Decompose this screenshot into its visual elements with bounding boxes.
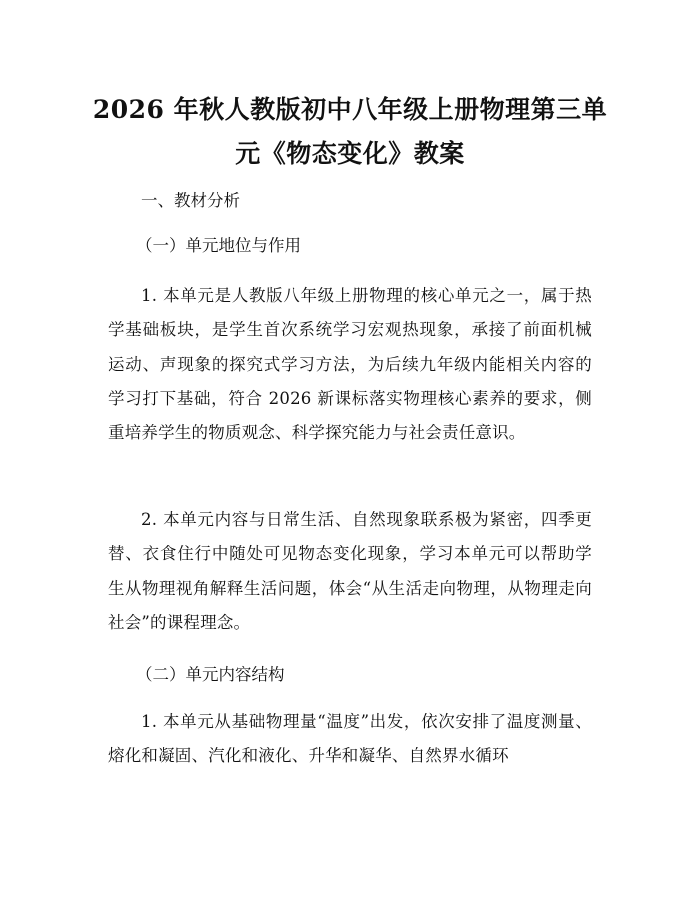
- document-title-line-2: 元《物态变化》教案: [235, 139, 465, 168]
- document-title-line-1: 2026 年秋人教版初中八年级上册物理第三单: [92, 95, 608, 124]
- subsection-heading-unit-position: （一）单元地位与作用: [136, 236, 301, 255]
- section-heading-textbook-analysis: 一、教材分析: [141, 191, 240, 210]
- paragraph-unit-structure-1: 1. 本单元从基础物理量“温度”出发，依次安排了温度测量、熔化和凝固、汽化和液化、升华和凝华、自然界水循环: [108, 712, 592, 766]
- subsection-heading-unit-structure: （二）单元内容结构: [136, 665, 285, 684]
- paragraph-unit-position-1: 1. 本单元是人教版八年级上册物理的核心单元之一，属于热学基础板块，是学生首次系统学习宏观热现象，承接了前面机械运动、声现象的探究式学习方法，为后续九年级内能相关内容的学习打下基础，符合 2026 新课标落实物理核心素养的要求，侧重培养学生的物质观念、科学探究能力与社会责任意识。: [108, 286, 592, 443]
- paragraph-unit-position-2: 2. 本单元内容与日常生活、自然现象联系极为紧密，四季更替、衣食住行中随处可见物态变化现象，学习本单元可以帮助学生从物理视角解释生活问题，体会“从生活走向物理，从物理走向社会”的课程理念。: [108, 510, 592, 632]
